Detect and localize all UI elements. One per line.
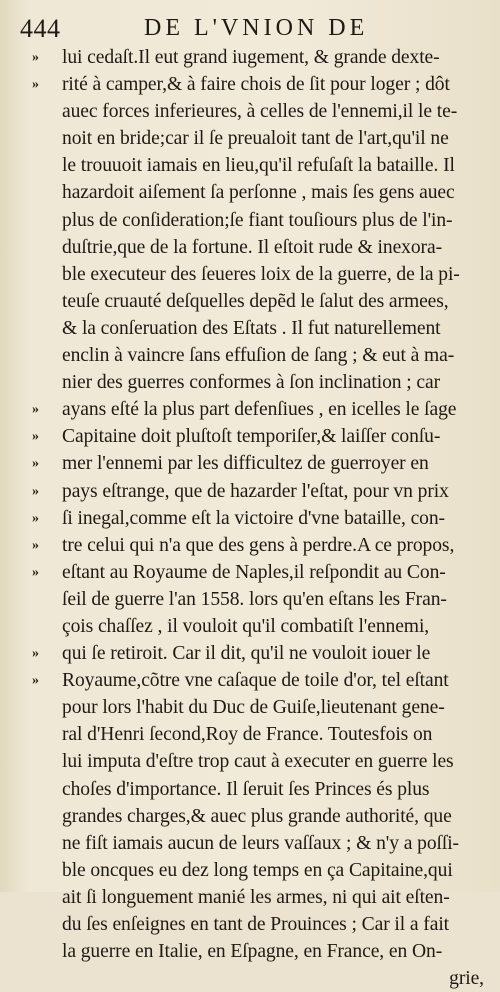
text-line [0,830,500,857]
line-text: ſeil de guerre l'an 1558. lors qu'en eſtans les Fran- [62,588,447,610]
line-text: lui imputa d'eſtre trop caut à executer en guerre les [62,751,454,773]
line-text: Royaume,cõtre vne caſaque de toile d'or, tel eſtant [62,670,449,692]
quotation-marker: » [32,429,38,445]
text-line [0,396,500,423]
text-line [0,748,500,775]
line-text: çois chaſſez , il vouloit qu'il combatiſt l'ennemi, [62,615,430,637]
quotation-marker: » [32,483,38,499]
line-text: ble oncques eu dez long temps en ça Capitaine,qui [62,859,453,881]
quotation-marker: » [32,510,38,526]
line-text: qui ſe retiroit. Car il dit, qu'il ne vouloit iouer le [62,643,431,665]
line-text: ſi inegal,comme eſt la victoire d'vne bataille, con- [62,507,445,529]
quotation-marker: » [32,50,38,65]
quotation-marker: » [32,402,38,418]
text-line [0,776,500,803]
text-line [0,315,500,342]
line-text: duſtrie,que de la fortune. Il eſtoit rude & inexora- [62,236,443,258]
line-text: teuſe cruauté deſquelles depẽd le ſalut des armees, [62,290,449,312]
text-line [0,207,500,234]
line-text: & la conſeruation des Eſtats . Il fut naturellement [62,317,441,339]
line-text: pour lors l'habit du Duc de Guiſe,lieutenant gene- [62,697,445,719]
line-text: tre celui qui n'a que des gens à perdre.A ce propos, [62,534,455,556]
text-line [0,44,500,71]
quotation-marker: » [32,77,38,93]
text-line [0,125,500,152]
page-number: 444 [20,14,61,43]
text-line [0,613,500,640]
line-text: ral d'Henri ſecond,Roy de France. Toutesfois on [62,724,433,746]
text-line [0,288,500,315]
quotation-marker: » [32,537,38,553]
text-line [0,505,500,532]
text-line [0,369,500,396]
line-text: Capitaine doit pluſtoſt temporiſer,& laiſſer conſu- [62,426,441,448]
text-line [0,261,500,288]
text-line [0,911,500,938]
line-text: eſtant au Royaume de Naples,il reſpondit au Con- [62,561,446,583]
line-text: ble executeur des ſeueres loix de la guerre, de la pi- [62,263,460,285]
quotation-marker: » [32,564,38,580]
line-text: noit en bride;car il ſe preualoit tant de l'art,qu'il ne [62,128,449,150]
line-text: ne fiſt iamais aucun de leurs vaſſaux ; & n'y a poſſi- [62,832,459,854]
text-line [0,803,500,830]
line-text: grandes charges,& auec plus grande authorité, que [62,805,452,827]
text-line [0,342,500,369]
text-line [0,559,500,586]
line-text: enclin à vaincre ſans effuſion de ſang ; & eut à ma- [62,345,455,367]
text-line [0,71,500,98]
line-text: mer l'ennemi par les difficultez de guerroyer en [62,453,429,475]
line-text: pays eſtrange, que de hazarder l'eſtat, pour vn prix [62,480,449,502]
text-line [0,179,500,206]
text-line [0,98,500,125]
line-text: la guerre en Italie, en Eſpagne, en France, en On- [62,941,443,963]
body-text [0,44,500,992]
line-text: plus de conſideration;ſe fiant touſiours plus de l'in- [62,209,453,231]
text-line [0,640,500,667]
line-text: ayans eſté la plus part defenſiues , en icelles le ſage [62,399,457,421]
text-line [0,423,500,450]
text-line [0,478,500,505]
text-line [0,694,500,721]
text-line [0,667,500,694]
text-line [0,884,500,911]
line-text: ait ſi longuement manié les armes, ni qui ait eſten- [62,886,450,908]
text-line [0,234,500,261]
quotation-marker: » [32,456,38,472]
line-text: rité à camper,& à faire chois de ſit pour loger ; dôt [62,74,450,96]
line-text: du ſes enſeignes en tant de Prouinces ; Car il a fait [62,914,450,935]
line-text: hazardoit aiſement ſa perſonne , mais ſes gens auec [62,182,455,204]
line-text: nier des guerres conformes à ſon inclination ; car [62,372,441,394]
text-line [0,532,500,559]
line-text: auec forces inferieures, à celles de l'ennemi,il le te- [62,101,458,123]
text-line [0,857,500,884]
catchword: grie, [449,968,484,990]
quotation-marker: » [32,646,38,662]
text-line [0,721,500,748]
line-text: lui cedaſt.Il eut grand iugement, & grande dexte- [62,47,440,68]
quotation-marker: » [32,673,38,689]
line-text: le trouuoit iamais en lieu,qu'il refuſaſt la bataille. Il [62,155,455,177]
text-line [0,586,500,613]
line-text: choſes d'importance. Il ſeruit ſes Princes és plus [62,778,430,800]
text-line [0,938,500,965]
running-head: DE L'VNION DE [144,15,369,41]
text-line [0,152,500,179]
text-line [0,450,500,477]
